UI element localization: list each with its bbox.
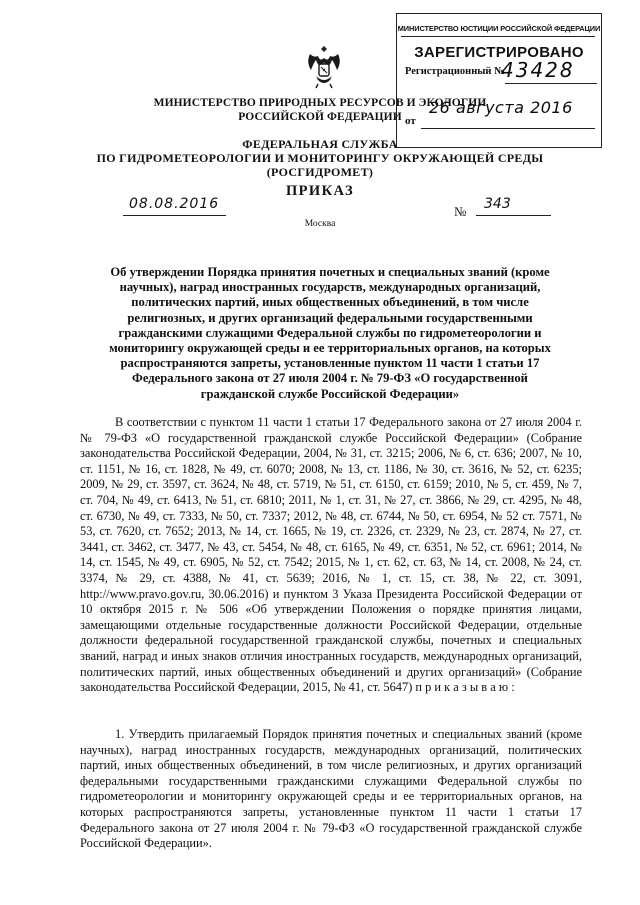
stamp-date-underline — [421, 128, 595, 129]
order-date-underline — [123, 215, 226, 216]
stamp-from-label: от — [405, 115, 416, 127]
stamp-title: ЗАРЕГИСТРИРОВАНО — [414, 44, 584, 61]
city: Москва — [304, 219, 336, 229]
agency-line-2: ПО ГИДРОМЕТЕОРОЛОГИИ И МОНИТОРИНГУ ОКРУЖАЮЩЕЙ СРЕДЫ — [96, 151, 544, 165]
stamp-reg-underline — [505, 83, 597, 84]
agency-line-1: ФЕДЕРАЛЬНАЯ СЛУЖБА — [242, 137, 398, 151]
ministry-line-2: РОССИЙСКОЙ ФЕДЕРАЦИИ — [238, 111, 402, 123]
paragraph-preamble: В соответствии с пунктом 11 части 1 статьи 17 Федерального закона от 27 июля 2004 г. № 79-ФЗ «О государственной гражданской службе Российской Федерации» (Собрание законодательства Российской Федерации, 2004, № 31, ст. 3215; 2006, № 6, ст. 636; 2007, № 10, ст. 1151, № 16, ст. 1828, № 49, ст. 6070; 2008, № 13, ст. 1186, № 30, ст. 3616, № 52, ст. 6235; 2009, № 29, ст. 3597, ст. 3624, № 48, ст. 5719, № 51, ст. 6150, ст. 6159; 2010, № 5, ст. 459, № 7, ст. 704, № 49, ст. 6413, № 51, ст. 6810; 2011, № 1, ст. 31, № 27, ст. 3866, № 29, ст. 4295, № 48, ст. 6730, № 49, ст. 7333, № 50, ст. 7337; 2012, № 48, ст. 6744, № 50, ст. 6954, № 52 ст. 7571, № 53, ст. 7620, ст. 7652; 2013, № 14, ст. 1665, № 19, ст. 2326, ст. 2329, № 23, ст. 2874, № 27, ст. 3441, ст. 3462, ст. 3477, № 43, ст. 5454, № 48, ст. 6165, № 49, ст. 6351, № 52, ст. 6961; 2014, № 14, ст. 1545, № 49, ст. 6905, № 52, ст. 7542; 2015, № 1, ст. 62, ст. 63, № 14, ст. 2008, № 24, ст. 3374, № 29, ст. 4388, № 41, ст. 5639; 2016, № 1, ст. 15, ст. 38, № 22, ст. 3091, http://www.pravo.gov.ru, 30.06.2016) и пунктом 3 Указа Президента Российской Федерации от 10 октября 2015 г. № 506 «Об утверждении Положения о порядке принятия лицами, замещающими отдельные государственные должности Российской Федерации, отдельные должности федеральной государственной гражданской службы, почетных и специальных званий, наград и иных знаков отличия иностранных государств, международных организаций, политических партий, иных общественных объединений и других организаций» (Собрание законодательства Российской Федерации, 2015, № 41, ст. 5647) п р и к а з ы в а ю : — [80, 415, 582, 695]
stamp-reg-number: 43428 — [501, 58, 575, 82]
order-number-underline — [476, 215, 551, 216]
order-number: 343 — [484, 196, 511, 212]
order-date: 08.08.2016 — [129, 196, 220, 212]
stamp-ministry: МИНИСТЕРСТВО ЮСТИЦИИ РОССИЙСКОЙ ФЕДЕРАЦИИ — [397, 24, 601, 33]
agency-line-3: (РОСГИДРОМЕТ) — [266, 165, 374, 179]
paragraph-item-1: 1. Утвердить прилагаемый Порядок принятия почетных и специальных званий (кроме научных), наград иностранных государств, международных организаций, политических партий, иных общественных объединений, в том числе религиозных, и других организаций федеральными государственными гражданскими служащими Федеральной службы по гидрометеорологии и мониторингу окружающей среды и ее территориальных органов, на которых распространяются запреты, установленные пунктом 11 части 1 статьи 17 Федерального закона от 27 июля 2004 г. № 79-ФЗ «О государственной гражданской службе Российской Федерации». — [80, 727, 582, 851]
stamp-divider — [401, 36, 595, 37]
coat-of-arms-icon — [304, 40, 344, 90]
stamp-reg-date: 26 августа 2016 — [429, 98, 573, 117]
registration-stamp — [396, 13, 602, 148]
order-title: ПРИКАЗ — [285, 183, 355, 199]
order-number-label: № — [454, 204, 467, 219]
stamp-reg-label: Регистрационный № — [405, 66, 505, 77]
ministry-line-1: МИНИСТЕРСТВО ПРИРОДНЫХ РЕСУРСОВ И ЭКОЛОГИИ — [153, 97, 487, 109]
order-subject: Об утверждении Порядка принятия почетных и специальных званий (кроме научных), наград иностранных государств, международных организаций, политических партий, иных общественных объединений, в том числе религиозных, и других организаций федеральными государственными гражданскими служащими Федеральной службы по гидрометеорологии и мониторингу окружающей среды и ее территориальных органов, на которых распространяются запреты, установленные пунктом 11 части 1 статьи 17 Федерального закона от 27 июля 2004 г. № 79-ФЗ «О государственной гражданской службе Российской Федерации» — [109, 265, 551, 401]
